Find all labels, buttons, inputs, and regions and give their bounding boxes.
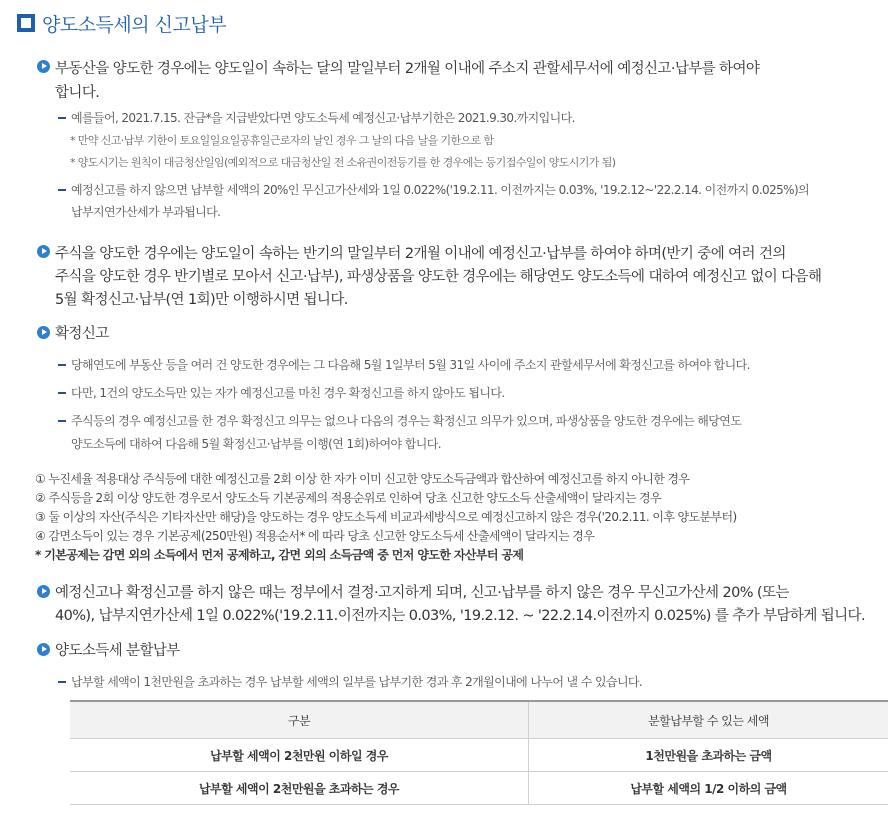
- installment-table: [70, 700, 888, 805]
- footnote-text: 기본공제는 감면 외의 소득에서 먼저 공제하고, 감면 외의 소득금액 중 먼저 양도한 자산부터 공제: [44, 548, 524, 562]
- sec3-bullet2: 다만, 1건의 양도소득만 있는 자가 예정신고를 마친 경우 확정신고를 하지 않아도 됩니다.: [71, 386, 505, 400]
- table-header-row: [70, 701, 888, 739]
- sec1-bullet2-line2: 납부지연가산세가 부과됩니다.: [71, 205, 221, 219]
- sec1-note2: * 양도시기는 원칙이 대금청산일임(예외적으로 대금청산일 전 소유권이전등기를 한 경우에는 등기접수일이 양도시기가 됨): [70, 156, 616, 169]
- sec3-footnote: [35, 546, 523, 563]
- title-square-icon: [17, 14, 35, 32]
- sec1-bullet1: 예를들어, 2021.7.15. 잔금*을 지급받았다면 양도소득세 예정신고·납부기한은 2021.9.30.까지입니다.: [71, 111, 575, 125]
- sec5-bullet1: 납부할 세액이 1천만원을 초과하는 경우 납부할 세액의 일부를 납부기한 경과 후 2개월이내에 나누어 낼 수 있습니다.: [71, 675, 643, 689]
- bullet-arrow-icon: [37, 60, 50, 73]
- dash-icon: [58, 189, 66, 191]
- dash-icon: [58, 392, 66, 394]
- sec3-bullet3-line1: 주식등의 경우 예정신고를 한 경우 확정신고 의무는 없으나 다음의 경우는 확정신고 의무가 있으며, 파생상품을 양도한 경우에는 해당연도: [71, 414, 742, 428]
- sec2-line1: 주식을 양도한 경우에는 양도일이 속하는 반기의 말일부터 2개월 이내에 예정신고·납부를 하여야 하며(반기 중에 여러 건의: [55, 246, 786, 262]
- sec4-line1: 예정신고나 확정신고를 하지 않은 때는 정부에서 결정·고지하게 되며, 신고·납부를 하지 않은 경우 무신고가산세 20% (또는: [55, 585, 789, 601]
- table-cell: 납부할 세액의 1/2 이하의 금액: [529, 772, 889, 805]
- sec2-line2: 주식을 양도한 경우 반기별로 모아서 신고·납부), 파생상품을 양도한 경우에는 해당연도 양도소득에 대하여 예정신고 없이 다음해: [55, 269, 822, 285]
- sec1-note1: * 만약 신고·납부 기한이 토요일일요일공휴일근로자의 날인 경우 그 날의 다음 날을 기한으로 함: [70, 134, 494, 147]
- table-header-cell: 구분: [70, 701, 529, 739]
- page-title: 양도소득세의 신고납부: [42, 14, 227, 36]
- table-cell: 납부할 세액이 2천만원 이하일 경우: [70, 739, 529, 772]
- sec3-item-2: ② 주식등을 2회 이상 양도한 경우로서 양도소득 기본공제의 적용순위로 인하여 당초 신고한 양도소득 산출세액이 달라지는 경우: [35, 491, 662, 505]
- sec4-line2: 40%), 납부지연가산세 1일 0.022%('19.2.11.이전까지는 0.03%, '19.2.12. ~ '22.2.14.이전까지 0.025%) 를 추가 부담하게 됩니다.: [55, 608, 865, 624]
- bullet-arrow-icon: [37, 245, 50, 258]
- sec3-item-4: ④ 감면소득이 있는 경우 기본공제(250만원) 적용순서* 에 따라 당초 신고한 양도소득세 산출세액이 달라지는 경우: [35, 529, 595, 543]
- sec2-line3: 5월 확정신고·납부(연 1회)만 이행하시면 됩니다.: [55, 292, 348, 308]
- bullet-arrow-icon: [37, 326, 50, 339]
- table-row: [70, 739, 888, 772]
- sec3-heading: 확정신고: [55, 326, 109, 342]
- dash-icon: [58, 681, 66, 683]
- sec5-heading: 양도소득세 분할납부: [55, 643, 180, 659]
- bullet-arrow-icon: [37, 643, 50, 656]
- table-row: [70, 772, 888, 805]
- sec1-bullet2-line1: 예정신고를 하지 않으면 납부할 세액의 20%인 무신고가산세와 1일 0.022%('19.2.11. 이전까지는 0.03%, '19.2.12~'22.2.14. 이전까지 0.025%)의: [71, 183, 810, 197]
- table-header-cell: 분할납부할 수 있는 세액: [529, 701, 889, 739]
- table-cell: 1천만원을 초과하는 금액: [529, 739, 889, 772]
- dash-icon: [58, 420, 66, 422]
- bullet-arrow-icon: [37, 585, 50, 598]
- sec3-item-3: ③ 둘 이상의 자산(주식은 기타자산만 해당)을 양도하는 경우 양도소득세 비교과세방식으로 예정신고하지 않은 경우('20.2.11. 이후 양도분부터): [35, 510, 737, 524]
- sec1-line2: 합니다.: [55, 85, 100, 101]
- dash-icon: [58, 364, 66, 366]
- sec3-bullet1: 당해연도에 부동산 등을 여러 건 양도한 경우에는 그 다음해 5월 1일부터 5월 31일 사이에 주소지 관할세무서에 확정신고를 하여야 합니다.: [71, 358, 750, 372]
- sec3-bullet3-line2: 양도소득에 대하여 다음해 5월 확정신고·납부를 이행(연 1회)하여야 합니다.: [71, 437, 441, 451]
- table-cell: 납부할 세액이 2천만원을 초과하는 경우: [70, 772, 529, 805]
- footnote-marker: *: [35, 548, 45, 562]
- sec3-item-1: ① 누진세율 적용대상 주식등에 대한 예정신고를 2회 이상 한 자가 이미 신고한 양도소득금액과 합산하여 예정신고를 하지 아니한 경우: [35, 472, 690, 486]
- sec1-line1: 부동산을 양도한 경우에는 양도일이 속하는 달의 말일부터 2개월 이내에 주소지 관할세무서에 예정신고·납부를 하여야: [55, 61, 760, 77]
- dash-icon: [58, 117, 66, 119]
